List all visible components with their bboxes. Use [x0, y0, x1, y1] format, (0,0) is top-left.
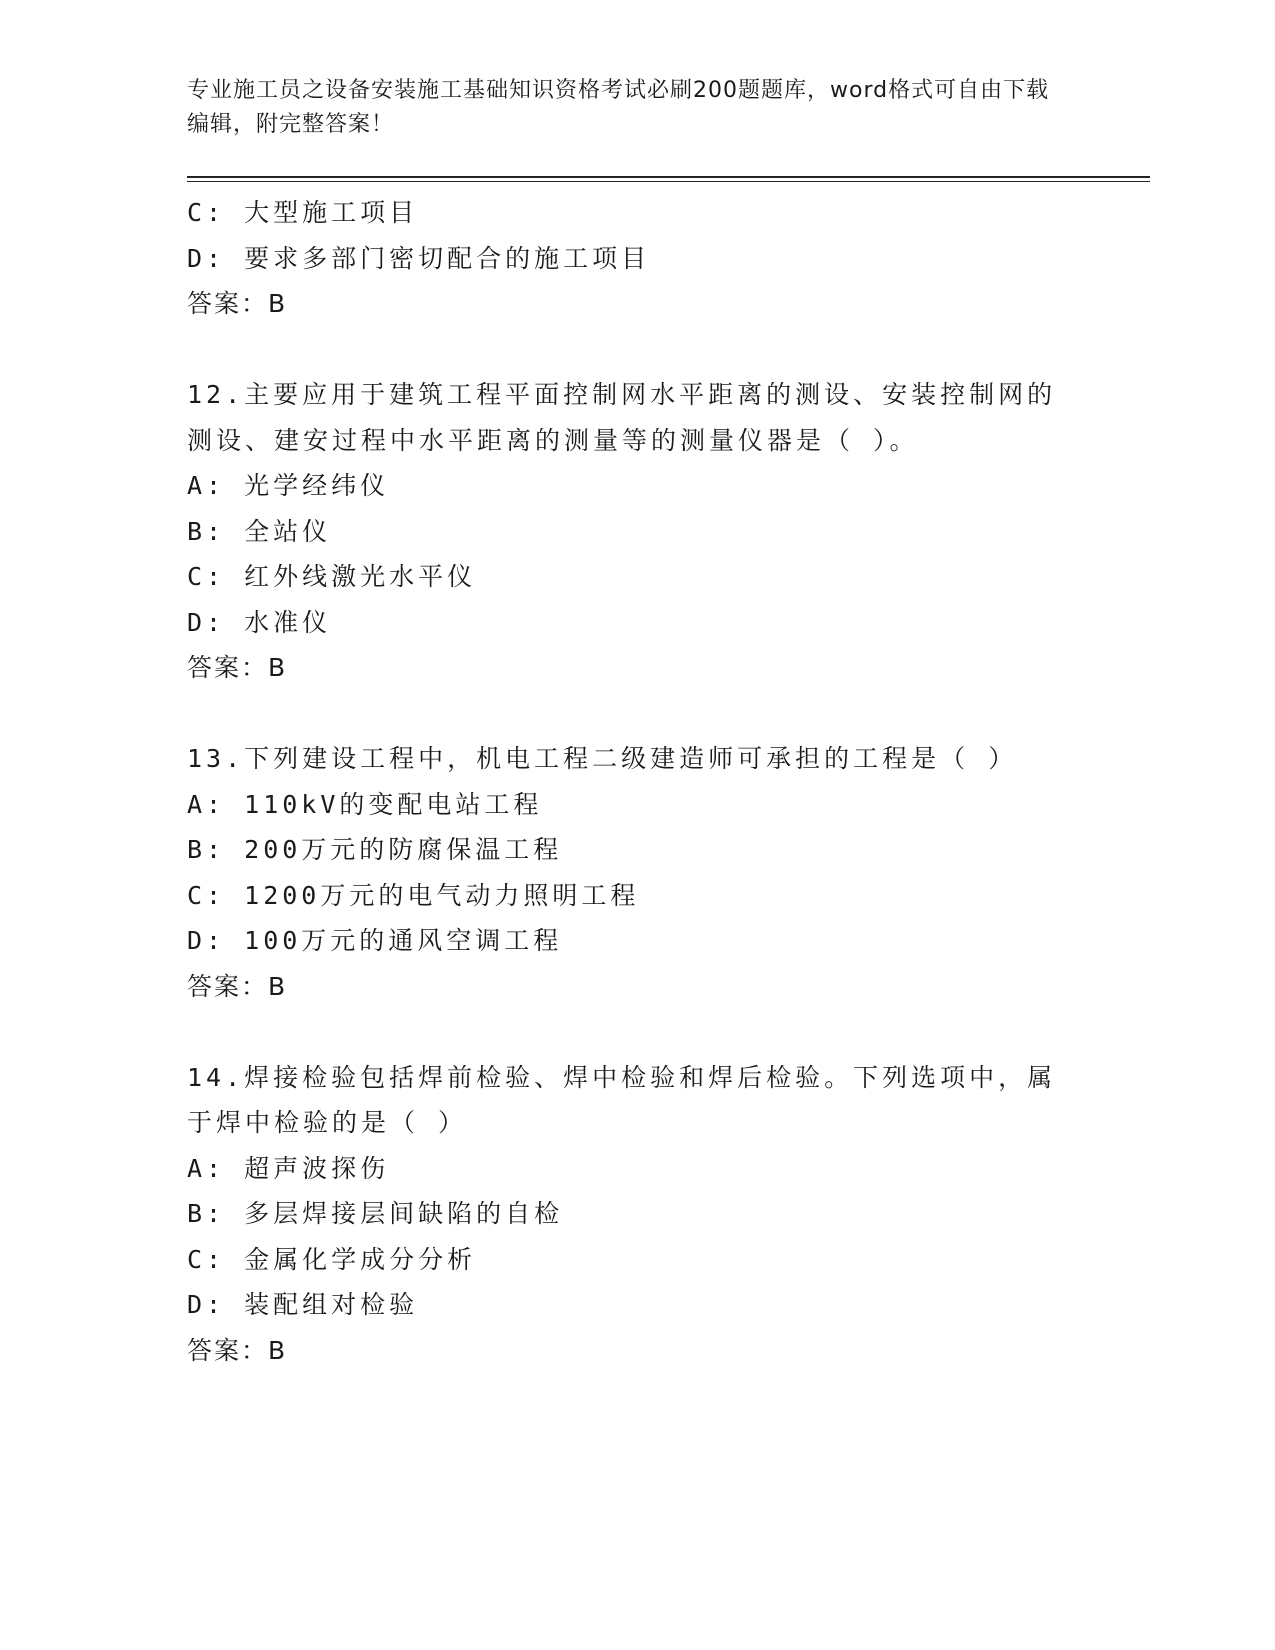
- option-d: D: 要求多部门密切配合的施工项目: [187, 243, 651, 273]
- question-stem: 12.主要应用于建筑工程平面控制网水平距离的测设、安装控制网的测设、建安过程中水平距离的测量等的测量仪器是（ ）。: [187, 380, 1057, 455]
- document-header-title: 专业施工员之设备安装施工基础知识资格考试必刷200题题库，word格式可自由下载编辑，附完整答案！: [187, 78, 1050, 137]
- spacer: [187, 327, 1087, 373]
- option-d: D: 装配组对检验: [187, 1290, 419, 1319]
- question-12: [187, 372, 1087, 691]
- option-c: C: 1200万元的电气动力照明工程: [187, 880, 640, 910]
- option-b: B: 200万元的防腐保温工程: [187, 835, 563, 864]
- question-stem: 14.焊接检验包括焊前检验、焊中检验和焊后检验。下列选项中，属于焊中检验的是（ ）: [187, 1062, 1057, 1137]
- option-d: D: 水准仪: [187, 607, 332, 637]
- option-a: A: 光学经纬仪: [187, 471, 390, 500]
- spacer: [187, 1009, 1087, 1055]
- answer-line: 答案：B: [187, 1335, 288, 1365]
- answer-line: 答案：B: [187, 653, 288, 682]
- option-c: C: 金属化学成分分析: [187, 1244, 477, 1274]
- answer-line: 答案：B: [187, 289, 288, 318]
- option-b: B: 全站仪: [187, 516, 332, 546]
- header-divider-thick: [187, 176, 1150, 178]
- answer-line: 答案：B: [187, 971, 288, 1001]
- option-d: D: 100万元的通风空调工程: [187, 926, 563, 955]
- option-c: C: 大型施工项目: [187, 198, 419, 227]
- question-11-continued: [187, 190, 1087, 327]
- question-stem: 13.下列建设工程中，机电工程二级建造师可承担的工程是（ ）: [187, 744, 1018, 773]
- question-13: [187, 736, 1087, 1009]
- option-c: C: 红外线激光水平仪: [187, 562, 477, 591]
- spacer: [187, 691, 1087, 737]
- question-14: [187, 1055, 1087, 1374]
- option-a: A: 110kV的变配电站工程: [187, 789, 543, 819]
- header-divider-thin: [187, 181, 1150, 182]
- option-b: B: 多层焊接层间缺陷的自检: [187, 1199, 564, 1228]
- question-list: [187, 190, 1087, 1373]
- option-a: A: 超声波探伤: [187, 1153, 390, 1183]
